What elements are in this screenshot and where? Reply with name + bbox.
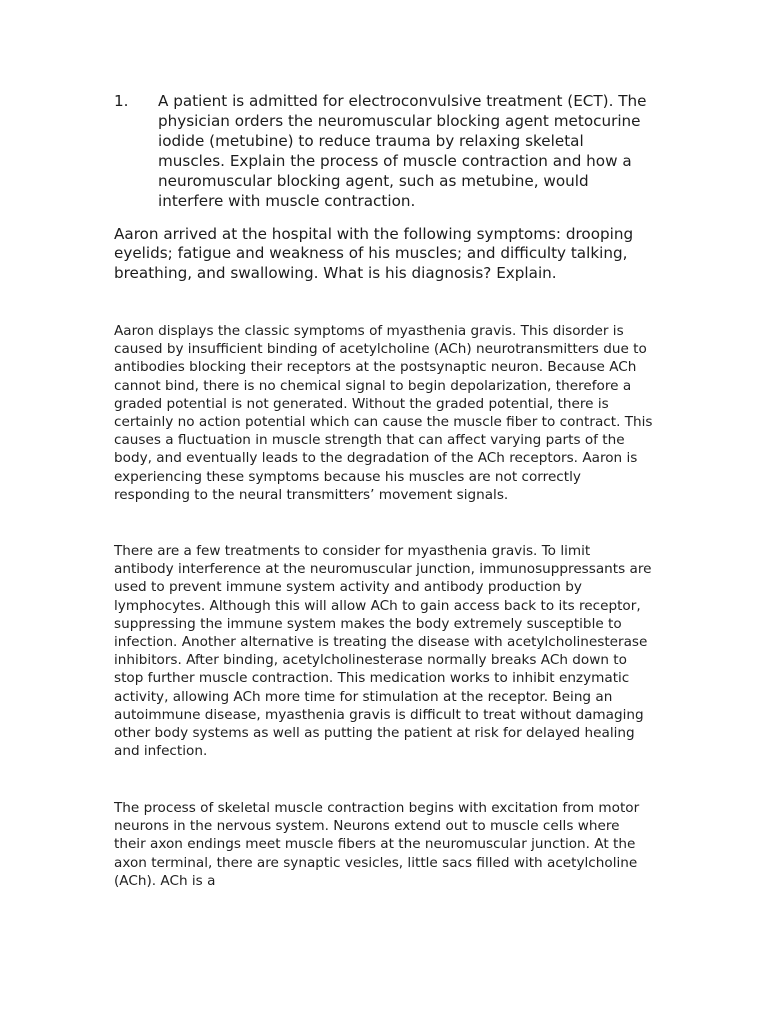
question-1 <box>114 91 654 211</box>
question-1-number: 1. <box>114 92 129 110</box>
answer-paragraph-muscle-contraction: The process of skeletal muscle contraction begins with excitation from motor neurons in the nervous system. Neurons extend out to muscle cells where their axon endings meet muscle fibers at the neuromuscular junction. At the axon terminal, there are synaptic vesicles, little sacs filled with acetylcholine (ACh). ACh is a <box>114 800 640 889</box>
question-1-text: A patient is admitted for electroconvulsive treatment (ECT). The physician orders the neuromuscular blocking agent metocurine iodide (metubine) to reduce trauma by relaxing skeletal muscles. Explain the process of muscle contraction and how a neuromuscular blocking agent, such as metubine, would interfere with muscle contraction. <box>158 92 647 210</box>
question-2: Aaron arrived at the hospital with the following symptoms: drooping eyelids; fatigue and weakness of his muscles; and difficulty talking, breathing, and swallowing. What is his diagnosis? Explain. <box>114 225 634 282</box>
answer-paragraph-diagnosis: Aaron displays the classic symptoms of myasthenia gravis. This disorder is caused by insufficient binding of acetylcholine (ACh) neurotransmitters due to antibodies blocking their receptors at the postsynaptic neuron. Because ACh cannot bind, there is no chemical signal to begin depolarization, therefore a graded potential is not generated. Without the graded potential, there is certainly no action potential which can cause the muscle fiber to contract. This causes a fluctuation in muscle strength that can affect varying parts of the body, and eventually leads to the degradation of the ACh receptors. Aaron is experiencing these symptoms because his muscles are not correctly responding to the neural transmitters’ movement signals. <box>114 323 653 503</box>
answer-paragraph-treatments: There are a few treatments to consider for myasthenia gravis. To limit antibody interference at the neuromuscular junction, immunosuppressants are used to prevent immune system activity and antibody production by lymphocytes. Although this will allow ACh to gain access back to its receptor, suppressing the immune system makes the body extremely susceptible to infection. Another alternative is treating the disease with acetylcholinesterase inhibitors. After binding, acetylcholinesterase normally breaks ACh down to stop further muscle contraction. This medication works to inhibit enzymatic activity, allowing ACh more time for stimulation at the receptor. Being an autoimmune disease, myasthenia gravis is difficult to treat without damaging other body systems as well as putting the patient at risk for delayed healing and infection. <box>114 543 652 760</box>
